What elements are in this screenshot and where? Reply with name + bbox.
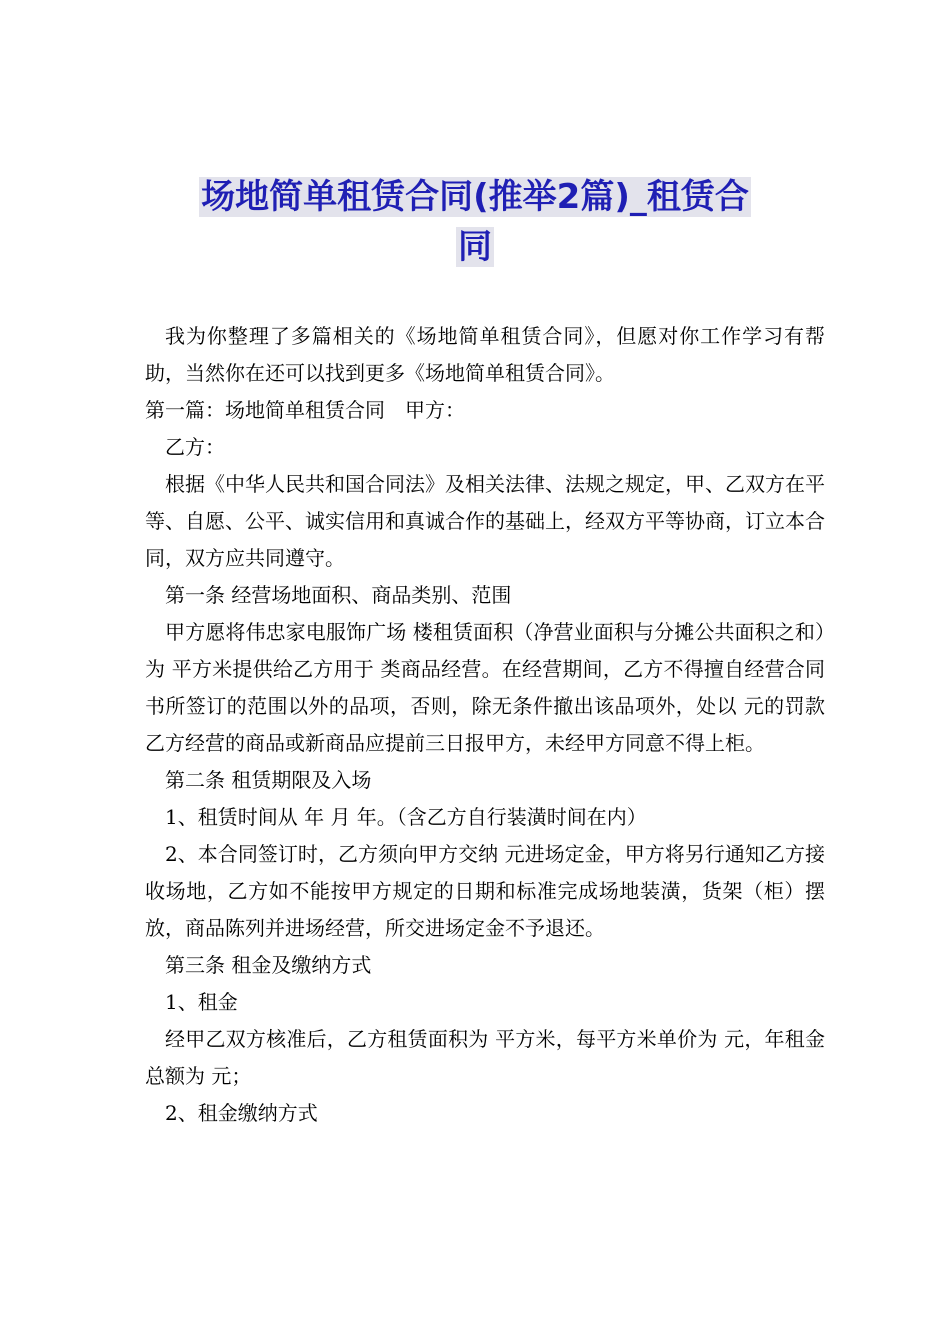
document-title-line2: 同: [458, 227, 492, 267]
paragraph-12: 经甲乙双方核准后，乙方租赁面积为 平方米，每平方米单价为 元，年租金总额为 元；: [145, 1027, 825, 1088]
paragraph-3: 乙方：: [165, 435, 225, 459]
paragraph-1: 我为你整理了多篇相关的《场地简单租赁合同》，但愿对你工作学习有帮助，当然你在还可以找到更多《场地简单租赁合同》。: [145, 324, 825, 385]
paragraph-9: 2、本合同签订时，乙方须向甲方交纳 元进场定金，甲方将另行通知乙方接收场地，乙方如不能按甲方规定的日期和标准完成场地装潢，货架（柜）摆放，商品陈列并进场经营，所交进场定金不予退还。: [145, 842, 825, 940]
document-body: [145, 318, 825, 1132]
document-title: [150, 172, 800, 272]
paragraph-7: 第二条 租赁期限及入场: [165, 768, 372, 792]
paragraph-4: 根据《中华人民共和国合同法》及相关法律、法规之规定，甲、乙双方在平等、自愿、公平、诚实信用和真诚合作的基础上，经双方平等协商，订立本合同，双方应共同遵守。: [145, 472, 825, 570]
paragraph-8: 1、租赁时间从 年 月 年。（含乙方自行装潢时间在内）: [165, 805, 647, 829]
paragraph-10: 第三条 租金及缴纳方式: [165, 953, 372, 977]
paragraph-5: 第一条 经营场地面积、商品类别、范围: [165, 583, 512, 607]
paragraph-13: 2、租金缴纳方式: [165, 1101, 318, 1125]
paragraph-6: 甲方愿将伟忠家电服饰广场 楼租赁面积（净营业面积与分摊公共面积之和）为 平方米提供给乙方用于 类商品经营。在经营期间，乙方不得擅自经营合同书所签订的范围以外的品项，否则，除无条件撤出该品项外，处以 元的罚款乙方经营的商品或新商品应提前三日报甲方，未经甲方同意不得上柜。: [145, 620, 825, 755]
document-title-line1: 场地简单租赁合同(推举2篇)_租赁合: [201, 177, 749, 217]
paragraph-11: 1、租金: [165, 990, 238, 1014]
paragraph-2: 第一篇：场地简单租赁合同 甲方：: [145, 398, 465, 422]
